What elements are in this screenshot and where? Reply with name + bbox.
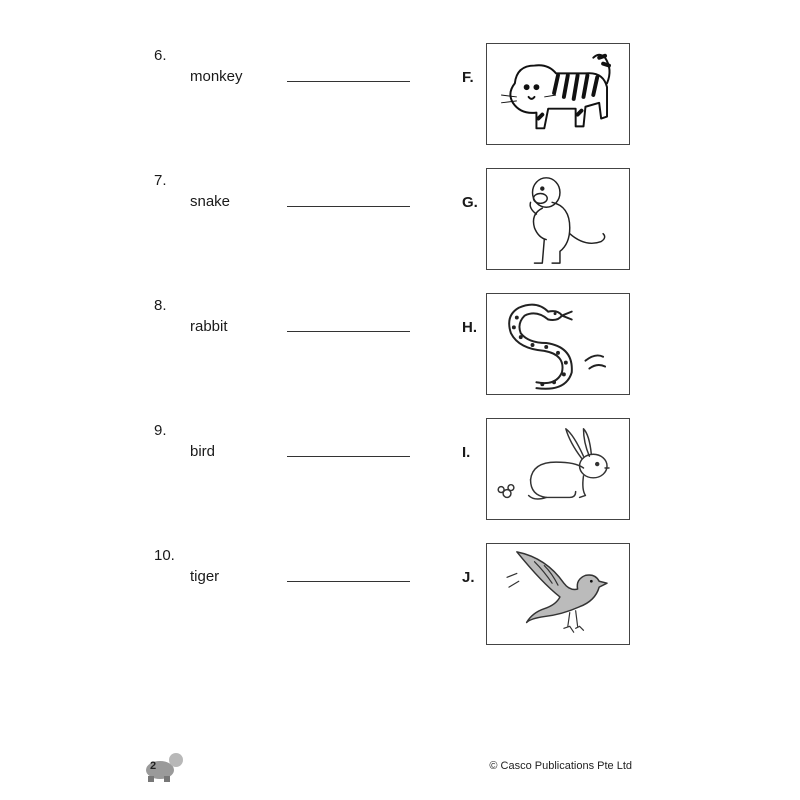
bird-icon [487,544,629,644]
page-number: 2 [150,760,157,772]
picture-letter: H. [462,319,477,336]
answer-blank[interactable] [287,581,410,582]
bird-picture [486,543,630,645]
answer-blank[interactable] [287,331,410,332]
item-word: tiger [190,568,220,585]
rabbit-icon [487,419,629,519]
answer-blank[interactable] [287,81,410,82]
item-number: 9. [154,422,167,439]
monkey-picture [486,168,630,270]
item-number: 10. [154,547,175,564]
match-row-9 [0,418,800,522]
snake-icon [487,294,629,394]
item-number: 6. [154,47,167,64]
item-word: bird [190,443,216,460]
tiger-icon [487,44,629,144]
rabbit-picture [486,418,630,520]
match-row-10 [0,543,800,647]
item-number: 8. [154,297,167,314]
item-word: snake [190,193,231,210]
picture-letter: J. [462,569,475,586]
monkey-icon [487,169,629,269]
tiger-picture [486,43,630,145]
picture-letter: G. [462,194,478,211]
answer-blank[interactable] [287,456,410,457]
item-word: monkey [190,68,243,85]
item-word: rabbit [190,318,228,335]
copyright-text: © Casco Publications Pte Ltd [489,760,632,772]
answer-blank[interactable] [287,206,410,207]
picture-letter: F. [462,69,474,86]
match-row-6 [0,43,800,147]
match-row-8 [0,293,800,397]
item-number: 7. [154,172,167,189]
tortoise-icon [138,748,184,782]
picture-letter: I. [462,444,471,461]
match-row-7 [0,168,800,272]
snake-picture [486,293,630,395]
